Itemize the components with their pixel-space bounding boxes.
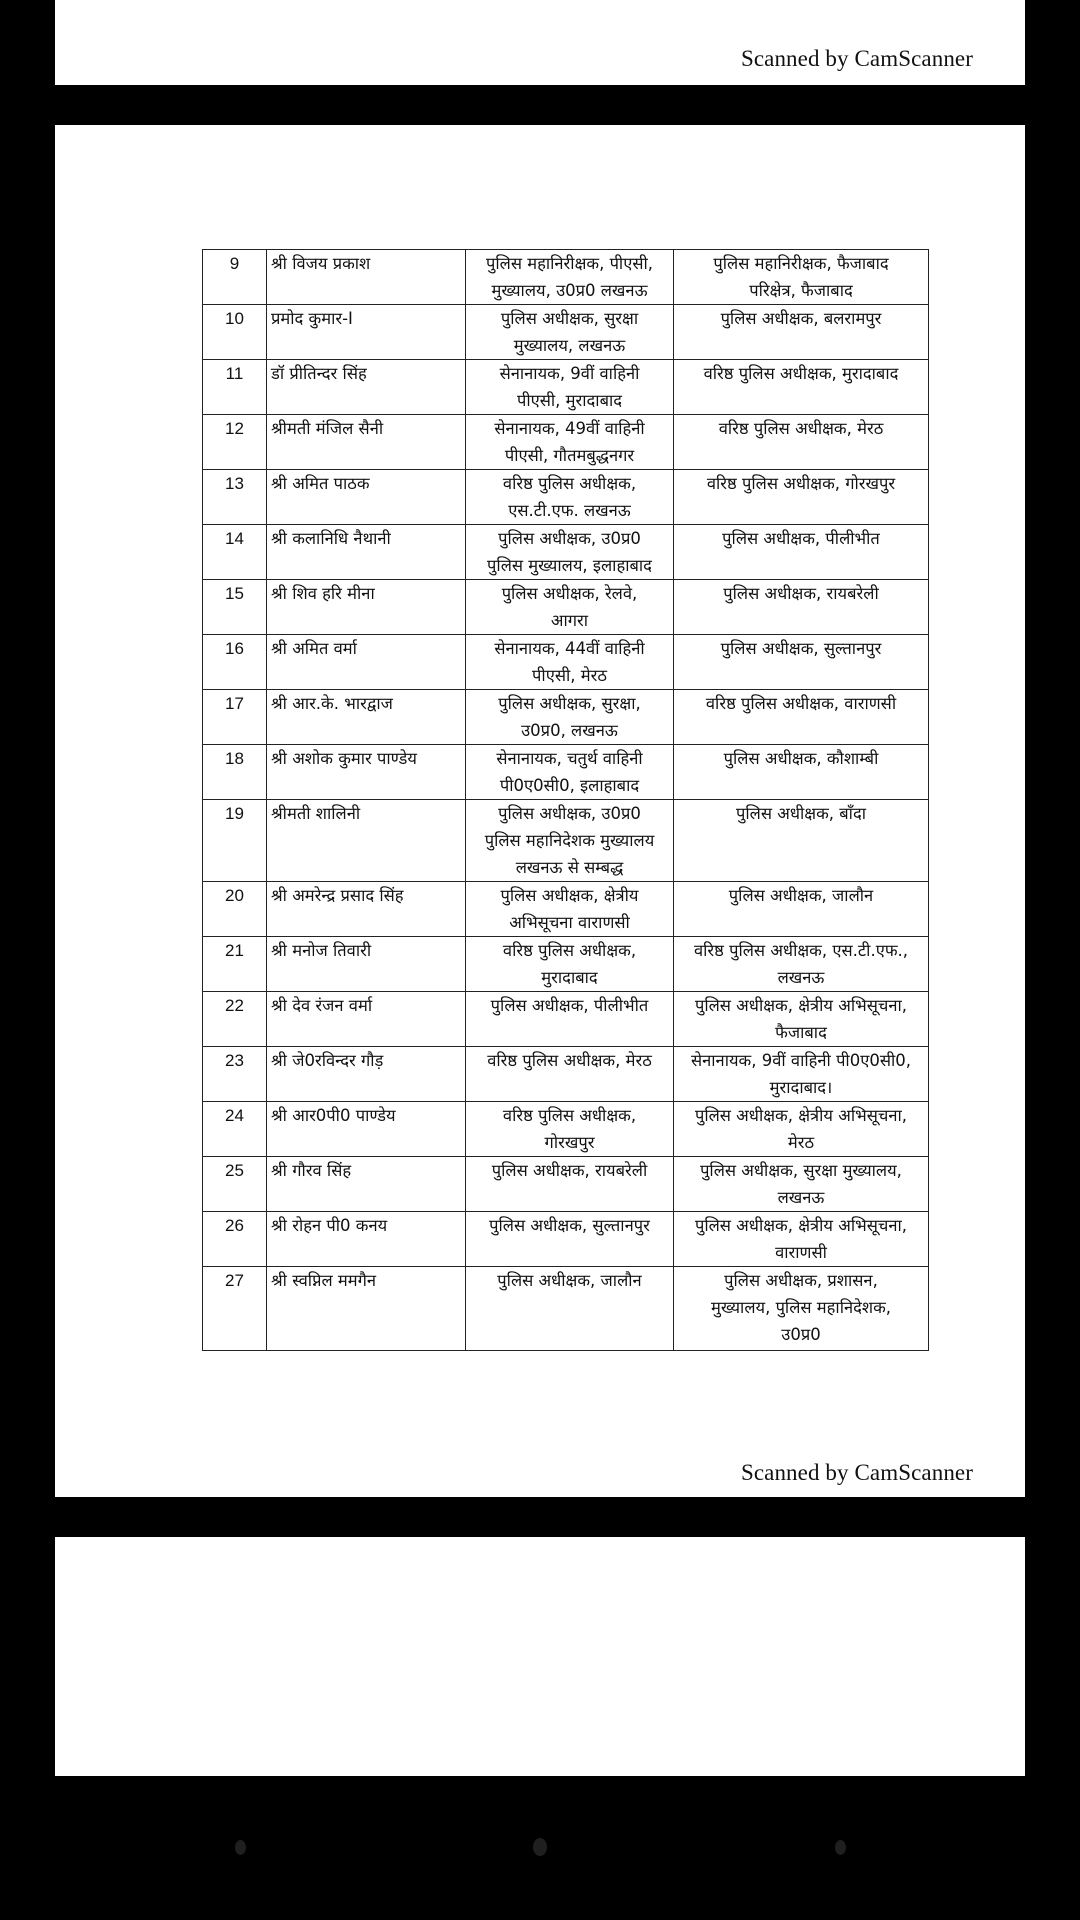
serial-number-cell: 23 [203, 1047, 267, 1102]
new-posting-cell [674, 1267, 929, 1351]
cell-text-line: मुख्यालय, उ0प्र0 लखनऊ [491, 281, 648, 300]
cell-text-line: सेनानायक, 9वीं वाहिनी पी0ए0सी0, [690, 1051, 912, 1070]
serial-number-cell: 25 [203, 1157, 267, 1212]
cell-text-line: पुलिस अधीक्षक, रायबरेली [723, 584, 879, 603]
cell-text-line: वरिष्ठ पुलिस अधीक्षक, गोरखपुर [706, 474, 896, 493]
cell-text-line: वरिष्ठ पुलिस अधीक्षक, [502, 1106, 637, 1125]
table-row [203, 800, 929, 882]
table-row [203, 635, 929, 690]
new-posting-cell [674, 360, 929, 415]
table-row [203, 690, 929, 745]
officer-name-cell: श्री जे0रविन्दर गौड़ [267, 1047, 466, 1102]
new-posting-cell [674, 415, 929, 470]
officer-name-cell: श्री गौरव सिंह [267, 1157, 466, 1212]
cell-text-line: वरिष्ठ पुलिस अधीक्षक, [502, 941, 637, 960]
current-posting-cell [466, 580, 674, 635]
cell-text-line: पुलिस अधीक्षक, प्रशासन, [724, 1271, 878, 1290]
cell-text-line: पुलिस अधीक्षक, सुल्तानपुर [720, 639, 882, 658]
new-posting-cell [674, 305, 929, 360]
cell-text-line: उ0प्र0, लखनऊ [521, 721, 618, 740]
table-row [203, 937, 929, 992]
officer-name-cell: श्री अमित पाठक [267, 470, 466, 525]
cell-text-line: पुलिस महानिरीक्षक, पीएसी, [485, 254, 654, 273]
current-posting-cell [466, 1267, 674, 1351]
new-posting-cell [674, 580, 929, 635]
new-posting-cell [674, 992, 929, 1047]
officer-name-cell: श्री मनोज तिवारी [267, 937, 466, 992]
cell-text-line: पुलिस अधीक्षक, जालौन [497, 1271, 642, 1290]
table-row [203, 415, 929, 470]
current-posting-cell [466, 690, 674, 745]
new-posting-cell [674, 1157, 929, 1212]
table-row [203, 580, 929, 635]
cell-text-line: पी0ए0सी0, इलाहाबाद [499, 776, 640, 795]
current-posting-cell [466, 1047, 674, 1102]
cell-text-line: पुलिस महानिरीक्षक, फैजाबाद [713, 254, 889, 273]
officer-name-cell: श्री देव रंजन वर्मा [267, 992, 466, 1047]
current-posting-cell [466, 635, 674, 690]
new-posting-cell [674, 1102, 929, 1157]
serial-number-cell: 22 [203, 992, 267, 1047]
serial-number-cell: 12 [203, 415, 267, 470]
cell-text-line: वरिष्ठ पुलिस अधीक्षक, मेरठ [487, 1051, 652, 1070]
cell-text-line: पुलिस अधीक्षक, कौशाम्बी [723, 749, 879, 768]
serial-number-cell: 16 [203, 635, 267, 690]
new-posting-cell [674, 470, 929, 525]
serial-number-cell: 13 [203, 470, 267, 525]
current-posting-cell [466, 360, 674, 415]
officer-name-cell: श्री शिव हरि मीना [267, 580, 466, 635]
cell-text-line: वरिष्ठ पुलिस अधीक्षक, [502, 474, 637, 493]
new-posting-cell [674, 1047, 929, 1102]
nav-home-button[interactable] [533, 1838, 547, 1856]
cell-text-line: परिक्षेत्र, फैजाबाद [749, 281, 853, 300]
camscanner-watermark-bottom: Scanned by CamScanner [740, 1460, 973, 1485]
table-row [203, 525, 929, 580]
cell-text-line: पुलिस अधीक्षक, उ0प्र0 [498, 804, 641, 823]
cell-text-line: गोरखपुर [544, 1133, 595, 1152]
current-posting-cell [466, 415, 674, 470]
new-posting-cell [674, 250, 929, 305]
cell-text-line: पुलिस अधीक्षक, क्षेत्रीय अभिसूचना, [694, 1216, 908, 1235]
cell-text-line: पीएसी, गौतमबुद्धनगर [504, 446, 635, 465]
cell-text-line: पुलिस अधीक्षक, सुरक्षा [500, 309, 639, 328]
current-posting-cell [466, 1102, 674, 1157]
serial-number-cell: 10 [203, 305, 267, 360]
current-posting-cell [466, 305, 674, 360]
new-posting-cell [674, 525, 929, 580]
cell-text-line: पुलिस अधीक्षक, जालौन [728, 886, 874, 905]
officer-name-cell: श्री कलानिधि नैथानी [267, 525, 466, 580]
new-posting-cell [674, 690, 929, 745]
transfer-table-body [203, 250, 929, 1351]
table-row [203, 250, 929, 305]
cell-text-line: पुलिस अधीक्षक, बलरामपुर [720, 309, 882, 328]
current-posting-cell [466, 1212, 674, 1267]
current-posting-cell [466, 525, 674, 580]
table-row [203, 360, 929, 415]
cell-text-line: सेनानायक, चतुर्थ वाहिनी [496, 749, 643, 768]
cell-text-line: एस.टी.एफ. लखनऊ [508, 501, 631, 520]
cell-text-line: पुलिस अधीक्षक, क्षेत्रीय अभिसूचना, [694, 996, 908, 1015]
officer-name-cell: डॉ प्रीतिन्दर सिंह [267, 360, 466, 415]
serial-number-cell: 24 [203, 1102, 267, 1157]
document-page-current [55, 125, 1025, 1497]
camscanner-watermark-top: Scanned by CamScanner [740, 46, 973, 71]
cell-text-line: सेनानायक, 49वीं वाहिनी [494, 419, 645, 438]
cell-text-line: पुलिस अधीक्षक, पीलीभीत [722, 529, 880, 548]
cell-text-line: पीएसी, मुरादाबाद [516, 391, 623, 410]
document-page-next [55, 1537, 1025, 1776]
cell-text-line: वाराणसी [775, 1243, 827, 1262]
cell-text-line: मुरादाबाद [541, 968, 598, 987]
cell-text-line: वरिष्ठ पुलिस अधीक्षक, मेरठ [718, 419, 884, 438]
officer-name-cell: श्रीमती मंजिल सैनी [267, 415, 466, 470]
officer-name-cell: प्रमोद कुमार-I [267, 305, 466, 360]
cell-text-line: पुलिस मुख्यालय, इलाहाबाद [487, 556, 652, 575]
serial-number-cell: 9 [203, 250, 267, 305]
officer-name-cell: श्री आर0पी0 पाण्डेय [267, 1102, 466, 1157]
cell-text-line: लखनऊ [777, 968, 825, 987]
serial-number-cell: 11 [203, 360, 267, 415]
current-posting-cell [466, 882, 674, 937]
table-row [203, 1157, 929, 1212]
cell-text-line: पुलिस अधीक्षक, रेलवे, [501, 584, 638, 603]
serial-number-cell: 17 [203, 690, 267, 745]
nav-recents-button[interactable] [835, 1840, 846, 1855]
officer-name-cell: श्री अशोक कुमार पाण्डेय [267, 745, 466, 800]
serial-number-cell: 15 [203, 580, 267, 635]
officer-name-cell: श्री स्वप्निल ममगैन [267, 1267, 466, 1351]
officer-name-cell: श्रीमती शालिनी [267, 800, 466, 882]
table-row [203, 470, 929, 525]
table-row [203, 305, 929, 360]
cell-text-line: आगरा [550, 611, 589, 630]
table-row [203, 992, 929, 1047]
cell-text-line: पुलिस अधीक्षक, क्षेत्रीय [500, 886, 639, 905]
new-posting-cell [674, 1212, 929, 1267]
current-posting-cell [466, 1157, 674, 1212]
current-posting-cell [466, 470, 674, 525]
cell-text-line: उ0प्र0 [781, 1325, 821, 1344]
new-posting-cell [674, 800, 929, 882]
serial-number-cell: 19 [203, 800, 267, 882]
new-posting-cell [674, 745, 929, 800]
cell-text-line: लखनऊ से सम्बद्ध [515, 858, 624, 877]
officer-name-cell: श्री अमित वर्मा [267, 635, 466, 690]
new-posting-cell [674, 937, 929, 992]
officer-name-cell: श्री आर.के. भारद्वाज [267, 690, 466, 745]
table-row [203, 1047, 929, 1102]
cell-text-line: लखनऊ [777, 1188, 825, 1207]
cell-text-line: मेरठ [787, 1133, 815, 1152]
cell-text-line: पीएसी, मेरठ [532, 666, 607, 685]
serial-number-cell: 26 [203, 1212, 267, 1267]
transfer-table [202, 249, 929, 1351]
cell-text-line: पुलिस अधीक्षक, पीलीभीत [490, 996, 649, 1015]
cell-text-line: पुलिस अधीक्षक, उ0प्र0 [498, 529, 641, 548]
cell-text-line: अभिसूचना वाराणसी [509, 913, 630, 932]
cell-text-line: पुलिस अधीक्षक, रायबरेली [491, 1161, 648, 1180]
new-posting-cell [674, 882, 929, 937]
cell-text-line: मुख्यालय, लखनऊ [513, 336, 626, 355]
cell-text-line: वरिष्ठ पुलिस अधीक्षक, वाराणसी [705, 694, 897, 713]
serial-number-cell: 27 [203, 1267, 267, 1351]
cell-text-line: पुलिस अधीक्षक, क्षेत्रीय अभिसूचना, [694, 1106, 908, 1125]
table-row [203, 882, 929, 937]
serial-number-cell: 18 [203, 745, 267, 800]
table-row [203, 1212, 929, 1267]
cell-text-line: पुलिस अधीक्षक, सुरक्षा, [498, 694, 641, 713]
table-row [203, 1267, 929, 1351]
cell-text-line: मुरादाबाद। [769, 1078, 833, 1097]
current-posting-cell [466, 992, 674, 1047]
cell-text-line: पुलिस अधीक्षक, सुल्तानपुर [489, 1216, 650, 1235]
table-row [203, 1102, 929, 1157]
current-posting-cell [466, 800, 674, 882]
document-page-previous [55, 0, 1025, 85]
current-posting-cell [466, 745, 674, 800]
serial-number-cell: 14 [203, 525, 267, 580]
cell-text-line: वरिष्ठ पुलिस अधीक्षक, मुरादाबाद [703, 364, 899, 383]
cell-text-line: पुलिस अधीक्षक, बाँदा [736, 804, 866, 823]
serial-number-cell: 21 [203, 937, 267, 992]
cell-text-line: पुलिस अधीक्षक, सुरक्षा मुख्यालय, [700, 1161, 902, 1180]
current-posting-cell [466, 250, 674, 305]
cell-text-line: पुलिस महानिदेशक मुख्यालय [484, 831, 655, 850]
cell-text-line: वरिष्ठ पुलिस अधीक्षक, एस.टी.एफ., [693, 941, 909, 960]
cell-text-line: सेनानायक, 9वीं वाहिनी [499, 364, 640, 383]
officer-name-cell: श्री रोहन पी0 कनय [267, 1212, 466, 1267]
officer-name-cell: श्री विजय प्रकाश [267, 250, 466, 305]
new-posting-cell [674, 635, 929, 690]
officer-name-cell: श्री अमरेन्द्र प्रसाद सिंह [267, 882, 466, 937]
cell-text-line: सेनानायक, 44वीं वाहिनी [494, 639, 645, 658]
nav-back-button[interactable] [235, 1840, 246, 1855]
cell-text-line: फैजाबाद [775, 1023, 827, 1042]
current-posting-cell [466, 937, 674, 992]
cell-text-line: मुख्यालय, पुलिस महानिदेशक, [710, 1298, 892, 1317]
serial-number-cell: 20 [203, 882, 267, 937]
table-row [203, 745, 929, 800]
